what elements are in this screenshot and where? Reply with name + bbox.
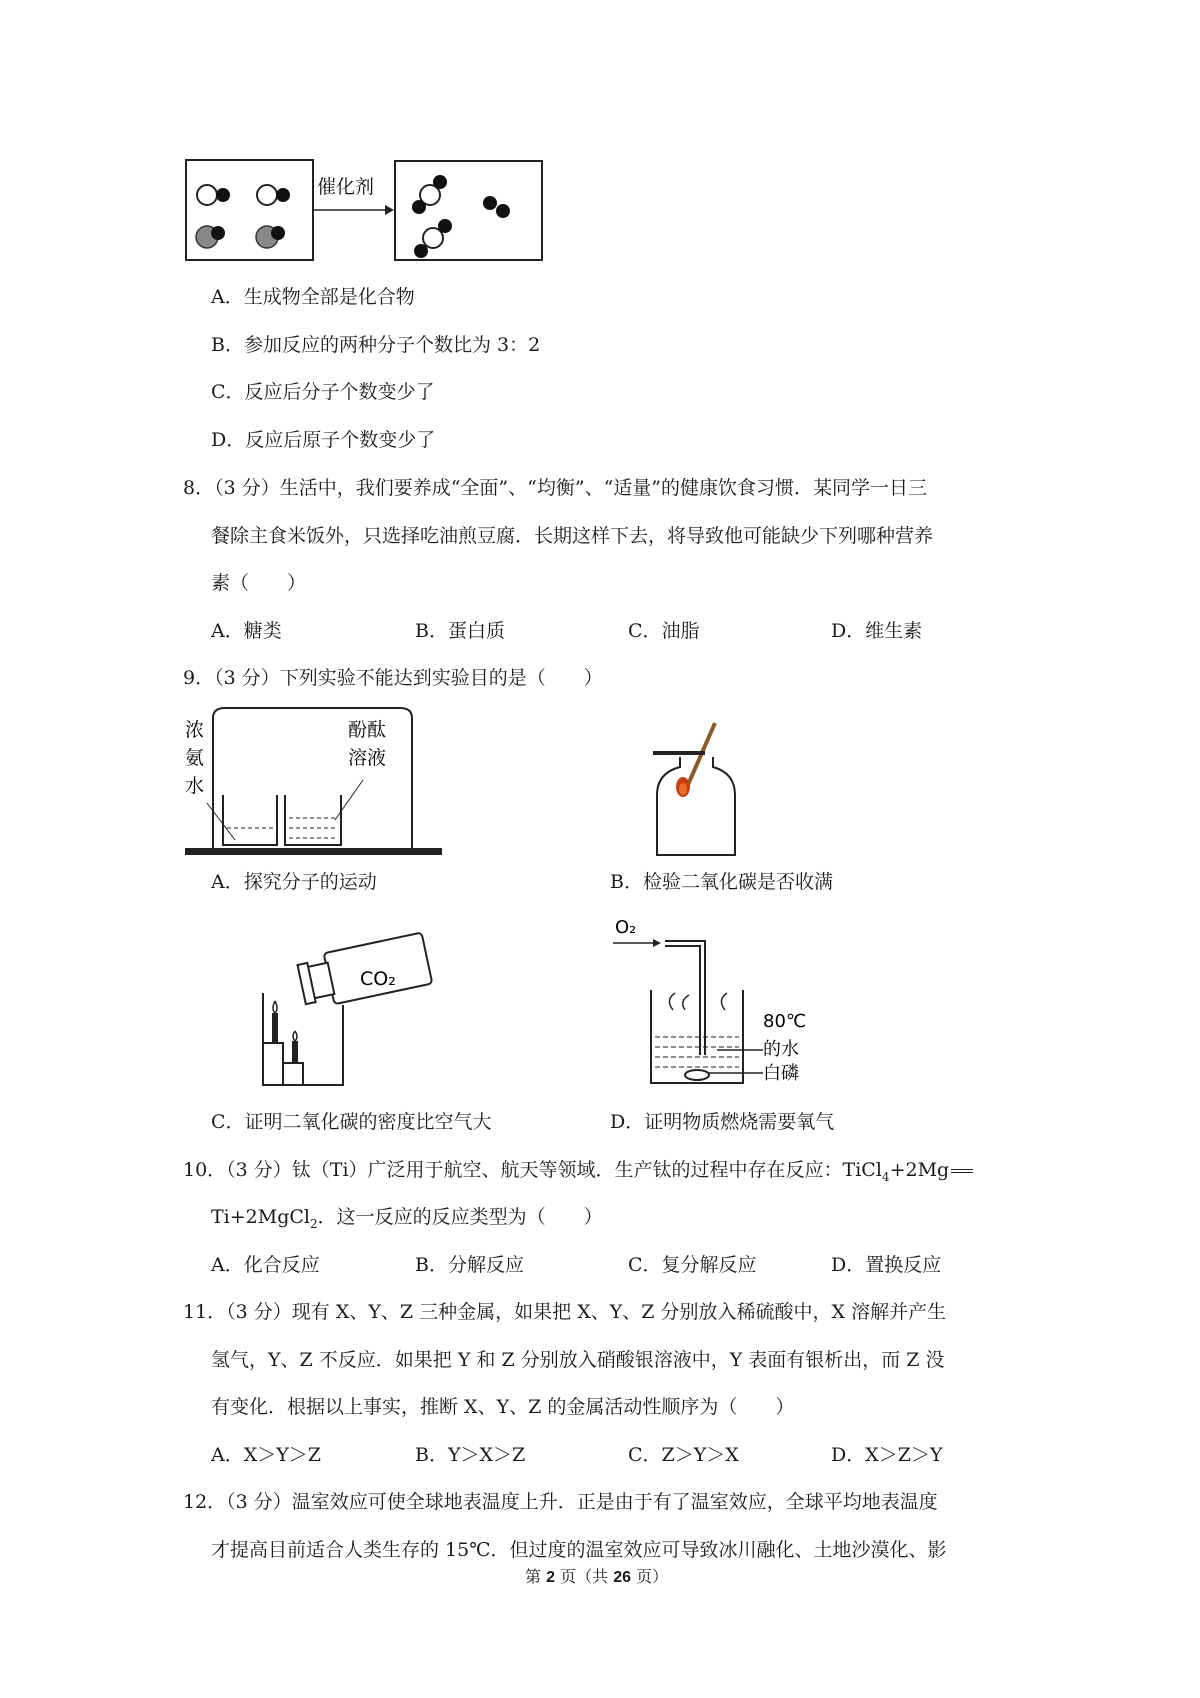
q10-option-d: D．置换反应: [831, 1254, 942, 1276]
ammonia-label-3: 水: [185, 775, 205, 797]
q9-stem: 9．（3 分）下列实验不能达到实验目的是（ ）: [183, 667, 603, 689]
reaction-diagram: [185, 155, 545, 265]
q12-stem-line1: 12．（3 分）温室效应可使全球地表温度上升．正是由于有了温室效应，全球平均地表温度: [183, 1491, 938, 1513]
q9-option-c: C．证明二氧化碳的密度比空气大: [211, 1111, 492, 1133]
q11-stem-line1: 11．（3 分）现有 X、Y、Z 三种金属，如果把 X、Y、Z 分别放入稀硫酸中，X 溶解并产生: [183, 1301, 947, 1323]
co2-bottle-label: CO₂: [360, 968, 396, 990]
q11-option-d: D．X＞Z＞Y: [831, 1444, 943, 1466]
reactant-molecules: [196, 185, 290, 248]
page-number: 2: [546, 1569, 555, 1586]
catalyst-label: 催化剂: [317, 176, 375, 198]
phenolphthalein-label-1: 酚酞: [348, 719, 387, 741]
q7-option-b: B．参加反应的两种分子个数比为 3：2: [211, 334, 541, 356]
q11-stem-line2: 氢气，Y、Z 不反应．如果把 Y 和 Z 分别放入硝酸银溶液中，Y 表面有银析出，而 Z 没: [211, 1349, 945, 1371]
ammonia-label-1: 浓: [185, 719, 205, 741]
page-footer: 第 2 页（共 26 页）: [525, 1567, 669, 1586]
q8-option-b: B．蛋白质: [415, 620, 505, 642]
q11-option-b: B．Y＞X＞Z: [415, 1444, 526, 1466]
q8-option-a: A．糖类: [211, 620, 282, 642]
page-total: 26: [613, 1569, 631, 1586]
q10-option-a: A．化合反应: [211, 1254, 320, 1276]
q11-option-c: C．Z＞Y＞X: [628, 1444, 739, 1466]
q9-option-a: A．探究分子的运动: [211, 871, 377, 893]
q7-option-d: D．反应后原子个数变少了: [211, 429, 436, 451]
phenolphthalein-label-2: 溶液: [348, 747, 387, 769]
fig-d-white-phosphorus: [605, 915, 835, 1095]
ammonia-label-2: 氨: [185, 747, 205, 769]
q11-option-a: A．X＞Y＞Z: [211, 1444, 322, 1466]
q8-stem-line2: 餐除主食米饭外，只选择吃油煎豆腐．长期这样下去，将导致他可能缺少下列哪种营养: [211, 525, 934, 547]
q8-stem-line1: 8．（3 分）生活中，我们要养成“全面”、“均衡”、“适量”的健康饮食习惯．某同学一日三: [183, 477, 927, 499]
product-molecules: [412, 175, 510, 258]
q8-option-d: D．维生素: [831, 620, 923, 642]
q10-option-c: C．复分解反应: [628, 1254, 757, 1276]
fig-c-co2-density: [255, 925, 455, 1095]
q9-option-d: D．证明物质燃烧需要氧气: [610, 1111, 835, 1133]
phosphorus-label: 白磷: [763, 1063, 799, 1084]
oxygen-label: O₂: [615, 917, 637, 938]
q8-stem-line3: 素（ ）: [211, 572, 307, 594]
q12-stem-line2: 才提高目前适合人类生存的 15℃．但过度的温室效应可导致冰川融化、土地沙漠化、影: [211, 1539, 947, 1561]
fig-a-ammonia-experiment: [185, 700, 475, 860]
q11-stem-line3: 有变化．根据以上事实，推断 X、Y、Z 的金属活动性顺序为（ ）: [211, 1396, 795, 1418]
q9-option-b: B．检验二氧化碳是否收满: [610, 871, 833, 893]
equals-sign-icon: [951, 1169, 973, 1173]
q10-stem-line2: Ti+2MgCl$_2$．这一反应的反应类型为（ ）: [211, 1206, 603, 1231]
q7-option-c: C．反应后分子个数变少了: [211, 381, 435, 403]
temp-label: 80℃: [763, 1011, 807, 1032]
q10-option-b: B．分解反应: [415, 1254, 524, 1276]
q7-option-a: A．生成物全部是化合物: [211, 286, 415, 308]
fig-b-gas-bottle-check: [645, 715, 755, 860]
q8-option-c: C．油脂: [628, 620, 700, 642]
q10-stem-line1: 10．（3 分）钛（Ti）广泛用于航空、航天等领域．生产钛的过程中存在反应：TiCl$_4$+2Mg: [183, 1158, 973, 1189]
reaction-diagram-svg: [185, 155, 545, 265]
water-label: 的水: [763, 1039, 799, 1060]
